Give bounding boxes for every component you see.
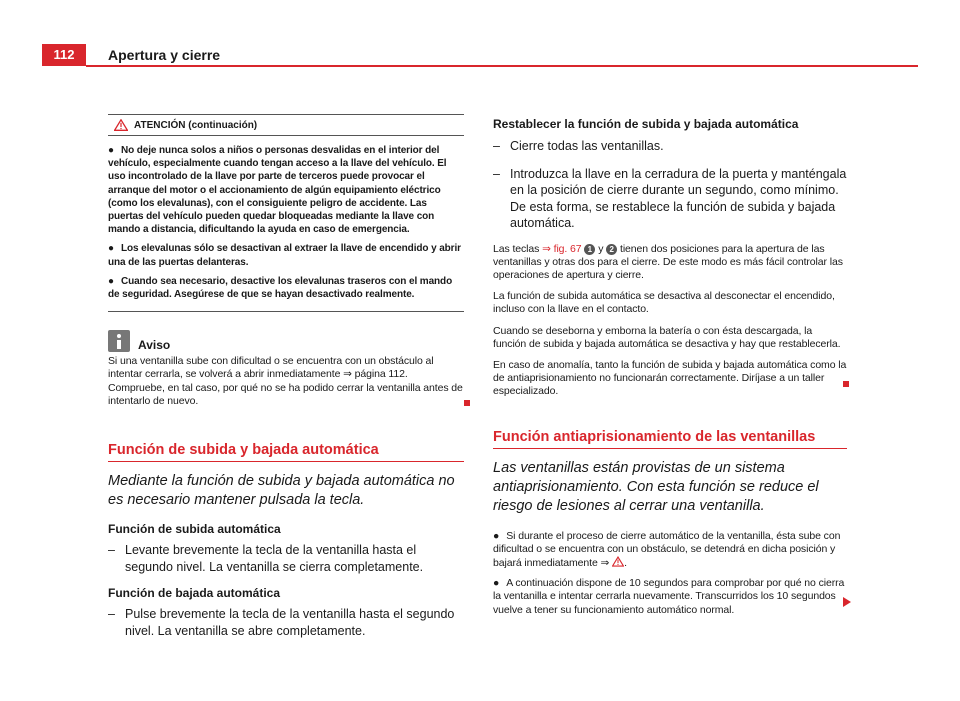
step-item: – Cierre todas las ventanillas. — [493, 139, 664, 153]
step-item: – Pulse brevemente la tecla de la ventanilla hasta el segundo nivel. La ventanilla se abre completamente. — [108, 607, 455, 638]
end-marker-icon — [464, 400, 470, 406]
bullet-icon: ● — [493, 529, 500, 542]
note-heading: Aviso — [138, 338, 171, 353]
section-title: Función antiaprisionamiento de las ventanillas — [493, 429, 847, 449]
paragraph: La función de subida automática se desactiva al desconectar el encendido, incluso con la llave en el contacto. — [493, 290, 835, 316]
header-rule — [86, 65, 918, 67]
note-header — [108, 330, 464, 352]
warning-heading: ATENCIÓN (continuación) — [134, 119, 258, 131]
step-item: – Introduzca la llave en la cerradura de la puerta y manténgala en la posición de cierre durante un segundo, como mínimo. De esta forma, se restablece la función de subida y bajada automática. — [493, 166, 847, 230]
section-title: Función de subida y bajada automática — [108, 442, 464, 462]
warning-triangle-icon[interactable] — [612, 556, 624, 567]
warning-body — [108, 136, 464, 311]
dash-icon: – — [108, 543, 115, 558]
note-text: Si una ventanilla sube con dificultad o se encuentra con un obstáculo al intentar cerrarla, se volverá a abrir inmediatamente ⇒ página 112. Compruebe, en tal caso, por qué no se ha podido cerrar la ventanilla antes de intentarlo de nuevo. — [108, 355, 463, 407]
section-intro: Las ventanillas están provistas de un sistema antiaprisionamiento. Con esta función se reduce el riesgo de lesiones al cerrar una ventanilla. — [493, 459, 819, 514]
warning-item: ● No deje nunca solos a niños o personas desvalidas en el interior del vehículo, especialmente cuando tengan acceso a la llave del vehículo. El uso incontrolado de la llave por parte de terceros puede provocar el arranque del motor o el accionamiento de algún equipamiento eléctrico (como los elevalunas), con el consiguiente peligro de accidente. Las puertas del vehículo pueden quedar bloqueadas mediante la llave con mando a distancia, dificultando la ayuda en caso de emergencia. — [108, 145, 447, 236]
bullet-paragraph: ● A continuación dispone de 10 segundos para comprobar por qué no cierra la ventanilla e intentar cerrarla nuevamente. Transcurridos los 10 segundos vuelve a tener su funcionamiento automático normal. — [493, 577, 845, 616]
key-number-badge: 1 — [584, 244, 595, 255]
paragraph: En caso de anomalía, tanto la función de subida y bajada automática como la de antiaprisionamiento no funcionarán correctamente. Diríjase a un taller especializado. — [493, 358, 847, 398]
dash-icon: – — [108, 607, 115, 622]
keys-paragraph: Las teclas ⇒ fig. 67 1 y 2 tienen dos posiciones para la apertura de las ventanillas y otras dos para el cierre. De este modo es más fácil controlar las operaciones de apertura y cierre. — [493, 242, 843, 281]
sub-heading-down: Función de bajada automática — [108, 586, 281, 601]
section-intro: Mediante la función de subida y bajada automática no es necesario mantener pulsada la tecla. — [108, 473, 455, 509]
warning-triangle-icon — [114, 119, 128, 131]
reset-heading: Restablecer la función de subida y bajada automática — [493, 117, 799, 131]
bullet-icon: ● — [108, 243, 114, 255]
warning-item: ● Los elevalunas sólo se desactivan al extraer la llave de encendido y abrir una de las puertas delanteras. — [108, 243, 461, 268]
page-number: 112 — [42, 44, 86, 66]
warning-item: ● Cuando sea necesario, desactive los elevalunas traseros con el mando de seguridad. Asegúrese de que se hayan desactivado realmente. — [108, 275, 453, 301]
left-column — [108, 114, 464, 650]
warning-header — [108, 115, 464, 136]
dash-icon: – — [493, 139, 500, 153]
right-column — [493, 117, 847, 624]
note-block — [108, 330, 464, 408]
dash-icon: – — [493, 166, 500, 181]
sub-heading-up: Función de subida automática — [108, 522, 281, 537]
end-marker-icon — [843, 381, 849, 387]
figure-link[interactable]: ⇒ fig. 67 — [542, 242, 582, 255]
paragraph: Cuando se deseborna y emborna la batería o con ésta descargada, la función de subida y bajada automática se desactiva y hay que restablecerla. — [493, 324, 841, 350]
step-item: – Levante brevemente la tecla de la ventanilla hasta el segundo nivel. La ventanilla se cierra completamente. — [108, 543, 424, 574]
key-number-badge: 2 — [606, 244, 617, 255]
header-title: Apertura y cierre — [108, 47, 221, 63]
continue-arrow-icon — [843, 597, 851, 607]
bullet-icon: ● — [108, 145, 114, 156]
bullet-paragraph: ● Si durante el proceso de cierre automático de la ventanilla, ésta sube con dificultad o se encuentra con un obstáculo, se detendrá en dicha posición y bajará inmediatamente ⇒ . — [493, 529, 841, 569]
bullet-icon: ● — [493, 577, 500, 590]
bullet-icon: ● — [108, 275, 114, 287]
info-icon — [108, 330, 130, 352]
warning-box — [108, 114, 464, 312]
